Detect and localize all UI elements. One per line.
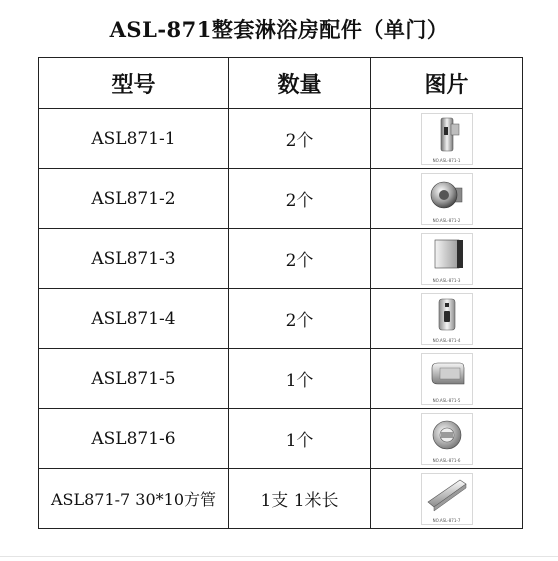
hinge-clamp-icon xyxy=(422,114,472,156)
quantity-cell: 2个 xyxy=(229,169,371,229)
thumbnail-caption: NO.ASL-871-5 xyxy=(432,397,461,403)
header-quantity: 数量 xyxy=(229,58,371,109)
table-row xyxy=(39,289,523,349)
table-row xyxy=(39,469,523,529)
model-cell: ASL871-1 xyxy=(39,109,229,169)
part-thumbnail xyxy=(421,233,473,285)
picture-cell xyxy=(371,469,523,529)
square-clamp-icon xyxy=(422,234,472,276)
model-cell: ASL871-3 xyxy=(39,229,229,289)
quantity-cell: 1支 1米长 xyxy=(229,469,371,529)
picture-cell xyxy=(371,169,523,229)
thumbnail-caption: NO.ASL-871-7 xyxy=(432,517,461,523)
model-cell: ASL871-4 xyxy=(39,289,229,349)
header-model: 型号 xyxy=(39,58,229,109)
parts-table xyxy=(38,57,523,529)
quantity-cell: 2个 xyxy=(229,289,371,349)
thumbnail-caption: NO.ASL-871-4 xyxy=(432,337,461,343)
table-header-row xyxy=(39,58,523,109)
header-picture: 图片 xyxy=(371,58,523,109)
thumbnail-caption: NO.ASL-871-3 xyxy=(432,277,461,283)
table-row xyxy=(39,229,523,289)
model-cell: ASL871-5 xyxy=(39,349,229,409)
page-title: ASL-871整套淋浴房配件（单门） xyxy=(109,17,449,42)
thumbnail-caption: NO.ASL-871-2 xyxy=(432,217,461,223)
quantity-cell: 2个 xyxy=(229,109,371,169)
picture-cell xyxy=(371,349,523,409)
table-row xyxy=(39,169,523,229)
quantity-cell: 1个 xyxy=(229,409,371,469)
table-row xyxy=(39,109,523,169)
bottom-divider xyxy=(0,556,558,557)
part-thumbnail xyxy=(421,413,473,465)
quantity-cell: 2个 xyxy=(229,229,371,289)
round-knob-icon xyxy=(422,174,472,216)
picture-cell xyxy=(371,409,523,469)
thumbnail-caption: NO.ASL-871-6 xyxy=(432,457,461,463)
part-thumbnail xyxy=(421,113,473,165)
latch-plate-icon xyxy=(422,294,472,336)
model-cell: ASL871-7 30*10方管 xyxy=(39,469,229,529)
quantity-cell: 1个 xyxy=(229,349,371,409)
table-row xyxy=(39,409,523,469)
thumbnail-caption: NO.ASL-871-1 xyxy=(432,157,461,163)
square-tube-icon xyxy=(422,474,472,516)
model-cell: ASL871-6 xyxy=(39,409,229,469)
part-thumbnail xyxy=(421,173,473,225)
picture-cell xyxy=(371,289,523,349)
picture-cell xyxy=(371,229,523,289)
model-cell: ASL871-2 xyxy=(39,169,229,229)
part-thumbnail xyxy=(421,473,473,525)
picture-cell xyxy=(371,109,523,169)
part-thumbnail xyxy=(421,353,473,405)
pull-handle-icon xyxy=(422,354,472,396)
part-thumbnail xyxy=(421,293,473,345)
table-row xyxy=(39,349,523,409)
ring-connector-icon xyxy=(422,414,472,456)
